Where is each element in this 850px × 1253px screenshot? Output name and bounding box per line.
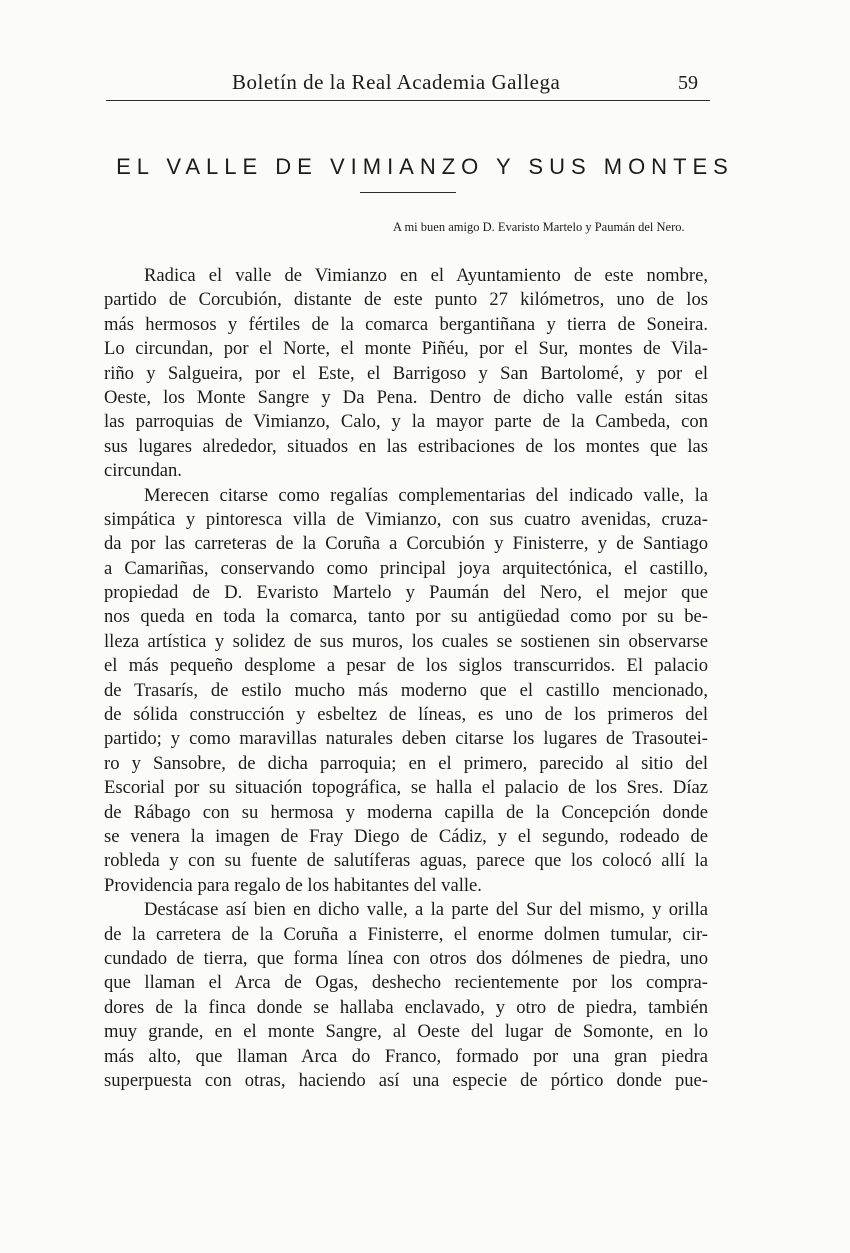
article-body xyxy=(104,264,708,1093)
body-line: que llaman el Arca de Ogas, deshecho recientemente por los compra- xyxy=(104,972,708,994)
title-divider xyxy=(360,192,456,193)
body-line: a Camariñas, conservando como principal joya arquitectónica, el castillo, xyxy=(104,557,708,579)
body-line: Radica el valle de Vimianzo en el Ayuntamiento de este nombre, xyxy=(144,265,708,286)
body-line: Escorial por su situación topográfica, se halla el palacio de los Sres. Díaz xyxy=(104,777,708,799)
page-number: 59 xyxy=(678,72,698,94)
body-line: más hermosos y fértiles de la comarca bergantiñana y tierra de Soneira. xyxy=(104,313,708,335)
body-line: de Trasarís, de estilo mucho más moderno que el castillo mencionado, xyxy=(104,679,708,701)
body-line: Providencia para regalo de los habitantes del valle. xyxy=(104,874,482,896)
body-line: cundado de tierra, que forma línea con otros dos dólmenes de piedra, uno xyxy=(104,947,708,969)
body-line: se venera la imagen de Fray Diego de Cádiz, y el segundo, rodeado de xyxy=(104,825,708,847)
body-line: partido de Corcubión, distante de este punto 27 kilómetros, uno de los xyxy=(104,289,708,311)
body-line: Merecen citarse como regalías complementarias del indicado valle, la xyxy=(144,484,708,506)
body-line: simpática y pintoresca villa de Vimianzo, con sus cuatro avenidas, cruza- xyxy=(104,508,708,530)
body-line: de la carretera de la Coruña a Finisterre, el enorme dolmen tumular, cir- xyxy=(104,923,708,945)
body-line: de Rábago con su hermosa y moderna capilla de la Concepción donde xyxy=(104,801,708,823)
body-line: superpuesta con otras, haciendo así una especie de pórtico donde pue- xyxy=(104,1069,708,1091)
dedication: A mi buen amigo D. Evaristo Martelo y Paumán del Nero. xyxy=(393,220,685,234)
body-line: el más pequeño desplome a pesar de los siglos transcurridos. El palacio xyxy=(104,655,708,677)
body-line: las parroquias de Vimianzo, Calo, y la mayor parte de la Cambeda, con xyxy=(104,411,708,433)
body-line: muy grande, en el monte Sangre, al Oeste del lugar de Somonte, en lo xyxy=(104,1021,708,1043)
running-header xyxy=(106,68,710,101)
body-line: dores de la finca donde se hallaba enclavado, y otro de piedra, también xyxy=(104,996,708,1018)
body-line: partido; y como maravillas naturales deben citarse los lugares de Trasoutei- xyxy=(104,728,708,750)
body-line: da por las carreteras de la Coruña a Corcubión y Finisterre, y de Santiago xyxy=(104,533,708,555)
body-line: más alto, que llaman Arca do Franco, formado por una gran piedra xyxy=(104,1045,708,1067)
body-line: ro y Sansobre, de dicha parroquia; en el primero, parecido al sitio del xyxy=(104,752,708,774)
body-line: sus lugares alrededor, situados en las estribaciones de los montes que las xyxy=(104,435,708,457)
body-line: lleza artística y solidez de sus muros, los cuales se sostienen sin observarse xyxy=(104,630,708,652)
body-line: circundan. xyxy=(104,460,182,482)
body-line: robleda y con su fuente de salutíferas aguas, parece que los colocó allí la xyxy=(104,850,708,872)
body-line: Destácase así bien en dicho valle, a la parte del Sur del mismo, y orilla xyxy=(144,899,708,921)
article-title: EL VALLE DE VIMIANZO Y SUS MONTES xyxy=(116,154,734,179)
body-line: riño y Salgueira, por el Este, el Barrigoso y San Bartolomé, y por el xyxy=(104,362,708,384)
body-line: de sólida construcción y esbeltez de líneas, es uno de los primeros del xyxy=(104,704,708,726)
body-line: Oeste, los Monte Sangre y Da Pena. Dentro de dicho valle están sitas xyxy=(104,386,708,408)
body-line: propiedad de D. Evaristo Martelo y Paumán del Nero, el mejor que xyxy=(104,582,708,604)
journal-title: Boletín de la Real Academia Gallega xyxy=(232,70,561,94)
body-line: Lo circundan, por el Norte, el monte Piñéu, por el Sur, montes de Vila- xyxy=(104,338,708,360)
body-line: nos queda en toda la comarca, tanto por su antigüedad como por su be- xyxy=(104,606,708,628)
